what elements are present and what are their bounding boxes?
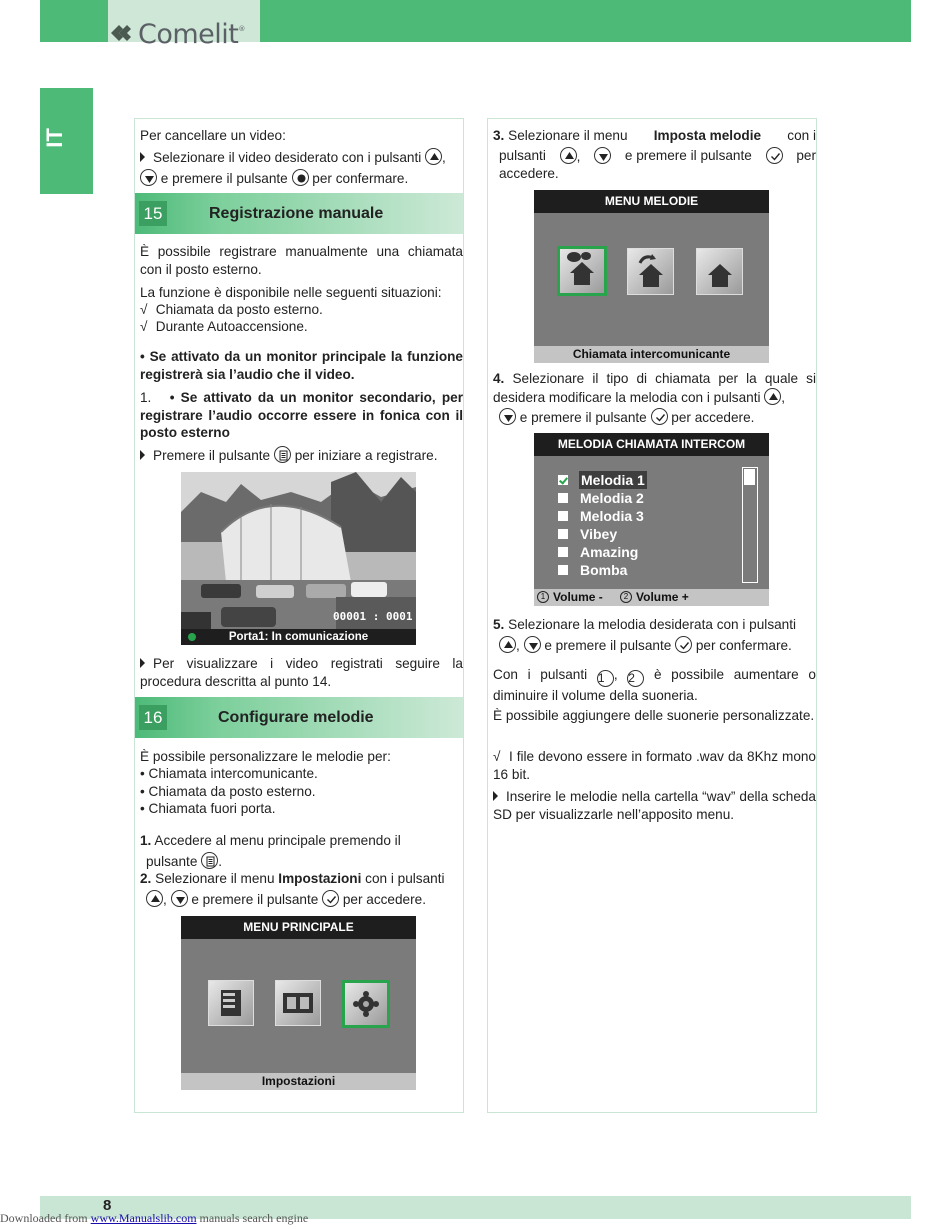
phonebook-icon (209, 981, 253, 1025)
confirm-button-icon (675, 636, 692, 653)
step-3: 3. Selezionare il menu Imposta melodie con i pulsanti , e premere il pulsante per accedere. (493, 128, 816, 181)
check-item: √ Chiamata da posto esterno. (140, 302, 323, 317)
brand-logo: Comelit® (138, 19, 245, 50)
confirm-button-icon (651, 408, 668, 425)
up-button-icon (764, 388, 781, 405)
confirm-button-icon (322, 890, 339, 907)
melody-checkbox (558, 529, 568, 539)
bullet-arrow-icon (493, 791, 498, 801)
down-button-icon (140, 169, 157, 186)
custom-ringtones-note: È possibile aggiungere delle suonerie personalizzate. (493, 708, 815, 723)
camera-counter: 00001 : 0001 (333, 610, 413, 623)
step-5: 5. Selezionare la melodia desiderata con i pulsanti , e premere il pulsante per confermare. (493, 617, 797, 653)
s16-step-2: 2. Selezionare il menu Impostazioni con i pulsanti , e premere il pulsante per accedere. (140, 871, 445, 907)
list-item: • Chiamata fuori porta. (140, 801, 276, 816)
check-icon: √ (140, 302, 148, 317)
check-icon: √ (140, 319, 148, 334)
main-menu-screen (181, 916, 416, 1090)
check-item: √ Durante Autoaccensione. (140, 319, 308, 334)
gear-icon (345, 983, 387, 1025)
floor-call-home-icon (697, 249, 742, 294)
list-item: • Chiamata da posto esterno. (140, 784, 316, 799)
bullet-arrow-icon (140, 152, 145, 162)
floor-call-tile (696, 248, 743, 295)
section-15-header (135, 193, 463, 234)
intercom-call-tile (557, 246, 607, 296)
check-icon: √ (493, 749, 501, 764)
s15-bold-note-2: 1. • Se attivato da un monitor secondario, per registrare l’audio occorre essere in fonica con il posto esterno (140, 390, 463, 440)
bullet-arrow-icon (140, 658, 145, 668)
download-note: Downloaded from www.Manualslib.com manuals search engine (0, 1211, 309, 1225)
melody-item-selected: Melodia 1 (581, 472, 645, 488)
film-icon (276, 981, 320, 1025)
screen-footer: Chiamata intercomunicante (534, 346, 769, 363)
comelit-logo-icon (111, 25, 137, 41)
down-button-icon (524, 636, 541, 653)
melody-item: Melodia 2 (580, 490, 644, 506)
manualslib-link[interactable]: www.Manualslib.com (90, 1211, 197, 1225)
melody-checkbox (558, 493, 568, 503)
video-tile (275, 980, 321, 1026)
bullet-arrow-icon (140, 450, 145, 460)
section-title: Configurare melodie (218, 709, 374, 726)
volume-1-icon: 1 (597, 670, 614, 687)
section-title: Registrazione manuale (209, 205, 384, 222)
screen-title: MENU PRINCIPALE (181, 916, 416, 939)
section-number: 16 (139, 705, 167, 730)
up-button-icon (560, 147, 577, 164)
camera-scene-image (181, 472, 416, 629)
insert-note: Inserire le melodie nella cartella “wav” della scheda SD per visualizzarle nell’apposito menu. (493, 789, 816, 822)
language-tab: IT (40, 88, 93, 194)
down-button-icon (594, 147, 611, 164)
s16-intro: È possibile personalizzare le melodie per: (140, 749, 391, 764)
melody-checkbox (558, 547, 568, 557)
scrollbar-thumb (744, 469, 755, 485)
volume-2-icon: 2 (627, 670, 644, 687)
screen-title: MELODIA CHIAMATA INTERCOM (534, 433, 769, 456)
screen-footer: Impostazioni (181, 1073, 416, 1090)
down-button-icon (499, 408, 516, 425)
list-item: • Chiamata intercomunicante. (140, 766, 318, 781)
camera-caption: Porta1: In comunicazione (181, 629, 416, 645)
melody-menu-screen (534, 190, 769, 363)
screen-title: MENU MELODIE (534, 190, 769, 213)
s16-step-1: 1. Accedere al menu principale premendo il pulsante . (140, 833, 401, 869)
record-button-icon (292, 169, 309, 186)
section-number: 15 (139, 201, 167, 226)
scrollbar-track (742, 467, 758, 583)
section-16-header (135, 697, 463, 738)
intro-text: Per cancellare un video: Selezionare il video desiderato con i pulsanti , e premere il pulsante per confermare. (140, 128, 446, 186)
page-number: 8 (103, 1197, 112, 1214)
down-button-icon (171, 890, 188, 907)
up-button-icon (425, 148, 442, 165)
melody-item: Amazing (580, 544, 639, 560)
file-format-note: √ I file devono essere in formato .wav da 8Khz mono 16 bit. (493, 749, 816, 782)
melody-item: Vibey (580, 526, 618, 542)
screen-footer: 1 Volume - 2 Volume + (534, 589, 769, 606)
melody-item: Bomba (580, 562, 628, 578)
menu-button-icon (201, 852, 218, 869)
camera-recording-screen (181, 472, 416, 645)
settings-tile (342, 980, 390, 1028)
s15-intro: È possibile registrare manualmente una chiamata con il posto esterno. (140, 244, 463, 277)
s15-view: Per visualizzare i video registrati seguire la procedura descritta al punto 14. (140, 656, 463, 689)
confirm-button-icon (766, 147, 783, 164)
menu-button-icon (274, 446, 291, 463)
step-4: 4. Selezionare il tipo di chiamata per la quale si desidera modificare la melodia con i pulsanti , e premere il pulsante per accedere. (493, 371, 817, 425)
s15-situations: La funzione è disponibile nelle seguenti situazioni: (140, 285, 442, 300)
intercom-melody-screen (534, 433, 769, 606)
melody-checkbox (558, 511, 568, 521)
s15-press: Premere il pulsante per iniziare a registrare. (140, 446, 463, 465)
melody-checkbox-checked (558, 475, 568, 485)
volume-note: Con i pulsanti 1 , 2 è possibile aumentare o diminuire il volume della suoneria. (493, 667, 816, 703)
up-button-icon (499, 636, 516, 653)
s15-bold-note-1: • Se attivato da un monitor principale la funzione registrerà sia l’audio che il video. (140, 349, 463, 382)
intercom-home-icon (560, 249, 604, 293)
melody-checkbox (558, 565, 568, 575)
volume-1-icon: 1 (537, 591, 549, 603)
status-dot-icon (188, 633, 196, 641)
up-button-icon (146, 890, 163, 907)
phonebook-tile (208, 980, 254, 1026)
melody-item: Melodia 3 (580, 508, 644, 524)
external-call-tile (627, 248, 674, 295)
external-call-home-icon (628, 249, 673, 294)
volume-2-icon: 2 (620, 591, 632, 603)
